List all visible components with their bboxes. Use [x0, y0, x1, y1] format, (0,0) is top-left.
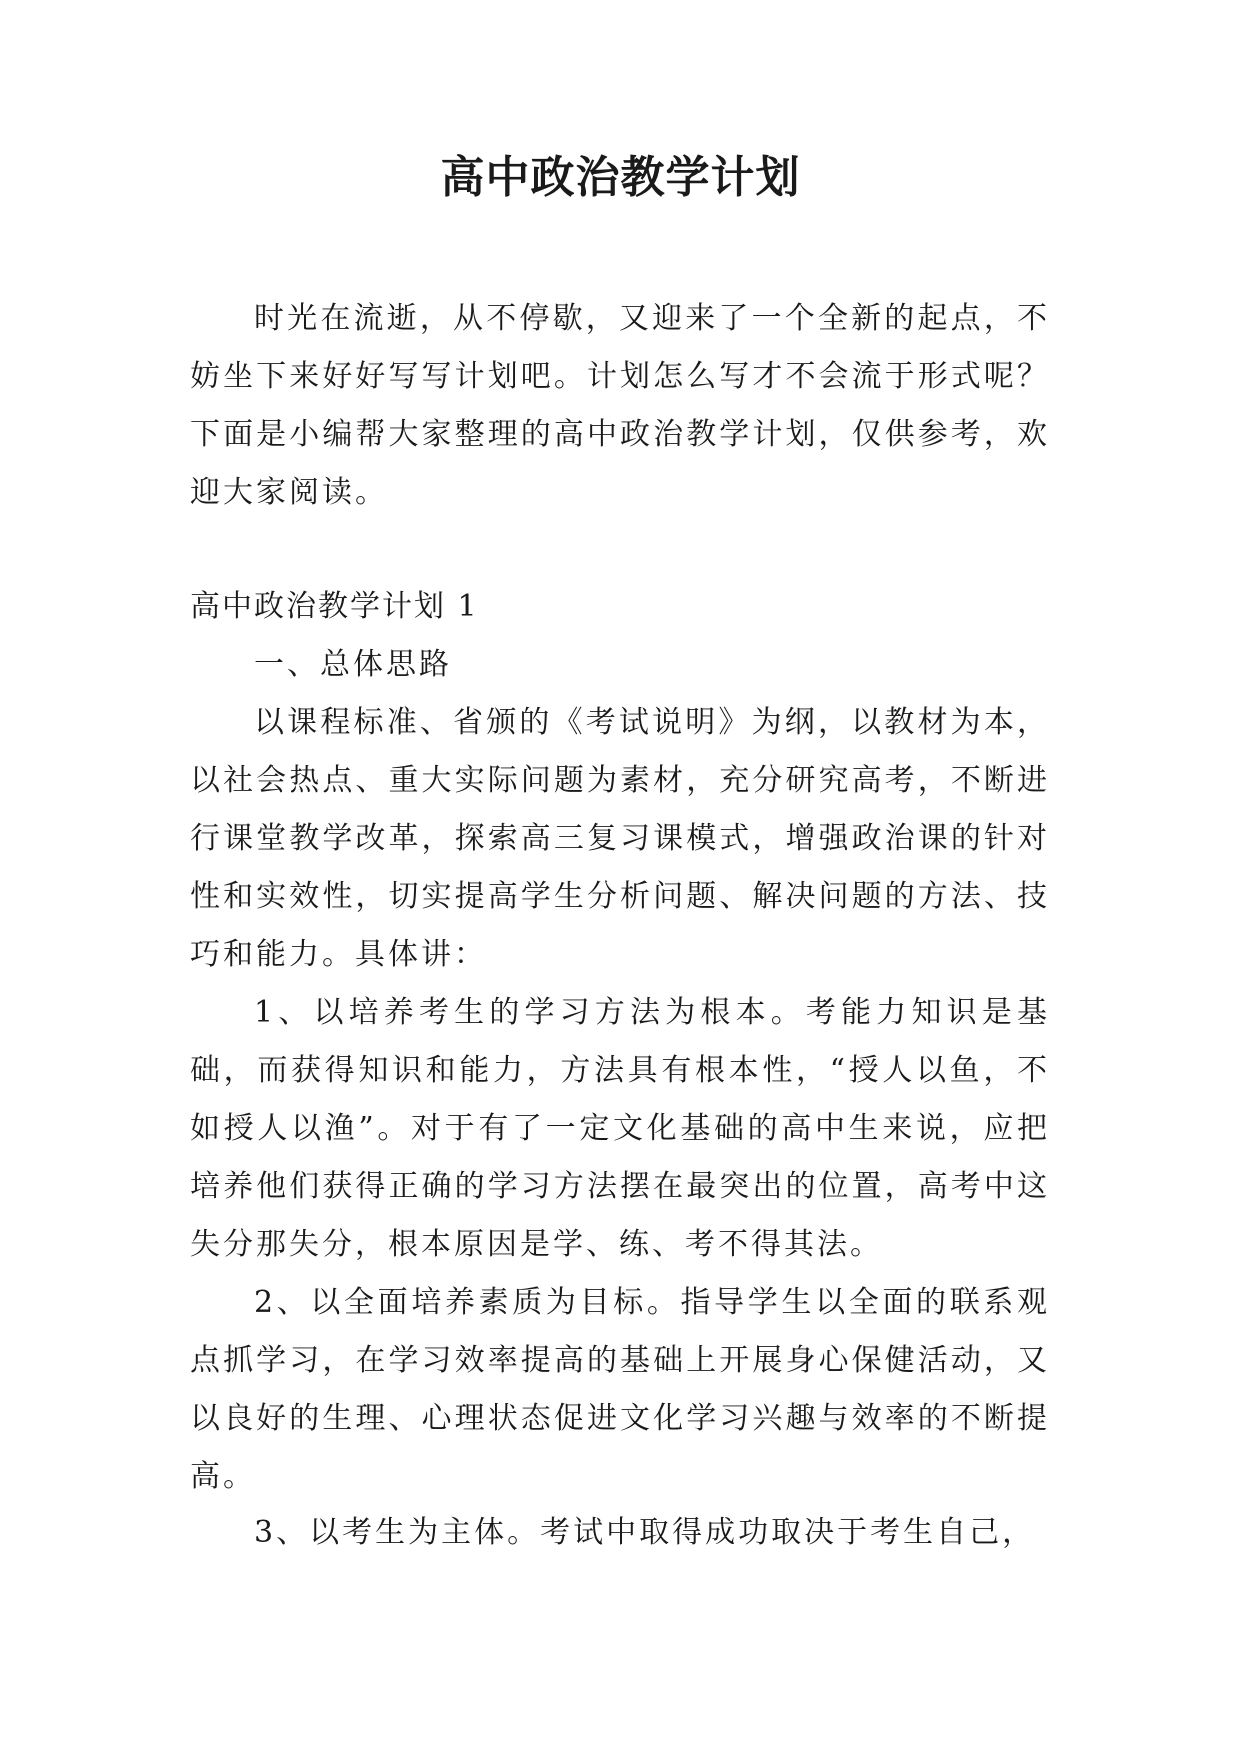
heading-overall-approach: 一、总体思路 [254, 647, 452, 682]
paragraph-student-centered: 3、以考生为主体。考试中取得成功取决于考生自己， [254, 1515, 1036, 1550]
document-title: 高中政治教学计划 [440, 152, 801, 203]
paragraph-overall-approach: 以课程标准、省颁的《考试说明》为纲，以教材为本，以社会热点、重大实际问题为素材，充分研究高考，不断进行课堂教学改革，探索高三复习课模式，增强政治课的针对性和实效性，切实提高学生分析问题、解决问题的方法、技巧和能力。具体讲： [190, 705, 1050, 972]
paragraph-quality-goals: 2、以全面培养素质为目标。指导学生以全面的联系观点抓学习，在学习效率提高的基础上开展身心保健活动，又以良好的生理、心理状态促进文化学习兴趣与效率的不断提高。 [190, 1285, 1050, 1494]
paragraph-learning-methods: 1、以培养考生的学习方法为根本。考能力知识是基础，而获得知识和能力，方法具有根本性，“授人以鱼，不如授人以渔”。对于有了一定文化基础的高中生来说，应把培养他们获得正确的学习方法摆在最突出的位置，高考中这失分那失分，根本原因是学、练、考不得其法。 [190, 995, 1050, 1262]
intro-paragraph: 时光在流逝，从不停歇，又迎来了一个全新的起点，不妨坐下来好好写写计划吧。计划怎么写才不会流于形式呢？下面是小编帮大家整理的高中政治教学计划，仅供参考，欢迎大家阅读。 [190, 301, 1050, 510]
section-title: 高中政治教学计划 1 [190, 589, 479, 624]
